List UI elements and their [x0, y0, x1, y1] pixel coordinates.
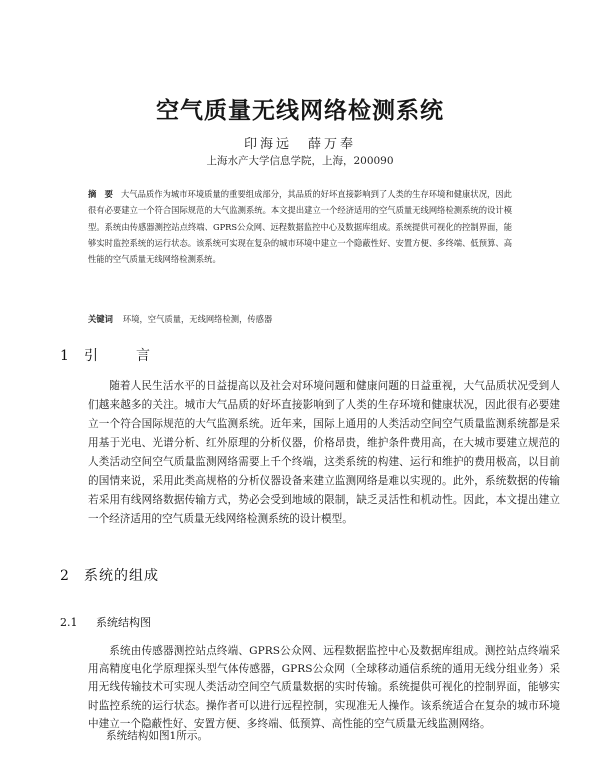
- subsection-number: 2.1: [60, 616, 78, 629]
- section-number: 1: [60, 348, 81, 364]
- keywords-text: 环境，空气质量，无线网络检测，传感器: [122, 314, 273, 324]
- subsection-heading-structure: [60, 614, 151, 630]
- affiliation: 上海水产大学信息学院，上海，200090: [206, 155, 394, 167]
- authors: 印海远 薛万奉: [243, 137, 356, 152]
- section-title: 引 言: [84, 348, 162, 364]
- abstract-text: 大气品质作为城市环境质量的重要组成部分，其品质的好坏直接影响到了人类的生存环境和健康状况，因此很有必要建立一个符合国际规范的大气监测系统。本文提出建立一个经济适用的空气质量无线网络检测系统的设计模型。系统由传感器测控站点终端、GPRS公众网、远程数据监控中心及数据库组成。系统提供可视化的控制界面，能够实时监控系统的运行状态。该系统可实现在复杂的城市环境中建立一个隐蔽性好、安置方便、多终端、低预算、高性能的空气质量无线网络检测系统。: [88, 189, 512, 265]
- section-number: 2: [60, 568, 70, 584]
- section-heading-composition: [60, 565, 159, 585]
- subsection-title: 系统结构图: [96, 616, 151, 629]
- section-heading-intro: [60, 345, 162, 365]
- intro-text: 随着人民生活水平的日益提高以及社会对环境问题和健康问题的日益重视，大气品质状况受到人们越来越多的关注。城市大气品质的好坏直接影响到了人类的生存环境和健康状况，因此很有必要建立一个符合国际规范的大气监测系统。近年来，国际上通用的人类活动空间空气质量监测系统都是采用基于光电、光谱分析、红外原理的分析仪器，价格昂贵，维护条件费用高，在大城市要建立规范的人类活动空间空气质量监测网络需要上千个终端，这类系统的构建、运行和维护的费用极高，以目前的国情来说，采用此类高规格的分析仪器设备来建立监测网络是难以实现的。此外，系统数据的传输若采用有线网络数据传输方式，势必会受到地域的限制，缺乏灵活性和机动性。因此，本文提出建立一个经济适用的空气质量无线网络检测系统的设计模型。: [88, 380, 560, 525]
- structure-paragraph: [88, 642, 560, 733]
- paper-title: 空气质量无线网络检测系统: [156, 98, 444, 124]
- abstract: [88, 186, 512, 267]
- intro-paragraph: [88, 377, 560, 529]
- figure-reference: 系统结构如图1所示。: [106, 730, 209, 742]
- abstract-label: 摘 要: [88, 189, 113, 199]
- section-title: 系统的组成: [84, 568, 159, 584]
- keywords: [88, 313, 512, 325]
- keywords-label: 关键词: [88, 314, 113, 324]
- structure-text: 系统由传感器测控站点终端、GPRS公众网、远程数据监控中心及数据库组成。测控站点终端采用高精度电化学原理探头型气体传感器，GPRS公众网（全球移动通信系统的通用无线分组业务）采用无线传输技术可实现人类活动空间空气质量数据的实时传输。系统提供可视化的控制界面，能够实时监控系统的运行状态。操作者可以进行远程控制，实现准无人操作。该系统适合在复杂的城市环境中建立一个隐蔽性好、安置方便、多终端、低预算、高性能的空气质量无线监测网络。: [88, 645, 560, 730]
